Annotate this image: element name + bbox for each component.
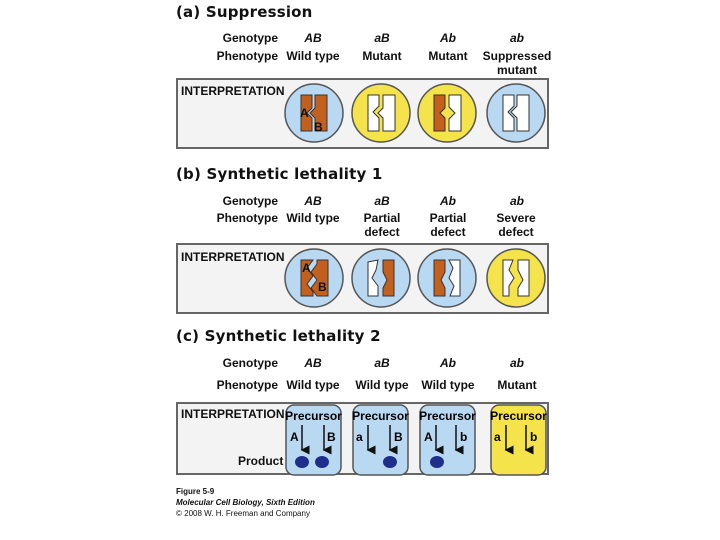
phenotype-label: Phenotype [216,378,278,392]
phenotype-value: Severe defect [496,211,536,239]
enzyme-letter: a [494,430,501,444]
interpretation-label: INTERPRETATION [181,407,285,421]
product-dot [383,456,397,468]
section-b-title: (b) Synthetic lethality 1 [176,165,383,183]
phenotype-label: Phenotype [216,211,278,225]
phenotype-value: Wild type [421,378,475,392]
section-c-title: (c) Synthetic lethality 2 [176,327,381,345]
copyright: © 2008 W. H. Freeman and Company [176,509,310,518]
phenotype-label: Phenotype [216,49,278,63]
interpretation-label: INTERPRETATION [181,250,285,264]
phenotype-value: Mutant [362,49,402,63]
product-label: Product [238,454,284,468]
genotype-value: AB [304,194,322,208]
phenotype-value: Wild type [286,211,340,225]
phenotype-value: Wild type [355,378,409,392]
product-dot [295,456,309,468]
precursor-label: Precursor [285,409,342,423]
enzyme-letter: b [460,430,468,444]
genotype-label: Genotype [222,31,278,45]
interpretation-label: INTERPRETATION [181,84,285,98]
phenotype-value: Suppressed mutant [482,49,552,77]
phenotype-value: Wild type [286,49,340,63]
enzyme-letter: B [327,430,336,444]
phenotype-value: Mutant [497,378,537,392]
phenotype-value: Mutant [428,49,468,63]
enzyme-letter: a [356,430,363,444]
pathway-cell-wild-type [352,405,409,475]
letter-b: B [318,280,327,294]
phenotype-value: Partial defect [363,211,401,239]
genotype-value: aB [374,194,390,208]
enzyme-letter: B [394,430,403,444]
phenotype-value: Partial defect [429,211,467,239]
precursor-label: Precursor [490,409,547,423]
genotype-value: ab [509,356,524,370]
pathway-cell-wild-type [285,405,342,475]
genotype-value: ab [509,194,524,208]
genotype-label: Genotype [222,194,278,208]
pathway-cell-wild-type [419,405,476,475]
genotype-value: ab [509,31,524,45]
enzyme-letter: A [290,430,299,444]
enzyme-letter: b [530,430,538,444]
figure-caption [176,486,315,519]
precursor-label: Precursor [419,409,476,423]
enzyme-letter: A [424,430,433,444]
book-title: Molecular Cell Biology, Sixth Edition [176,498,315,507]
genotype-value: Ab [440,31,456,45]
genotype-value: Ab [440,194,456,208]
figure-number: Figure 5-9 [176,487,215,496]
product-dot [315,456,329,468]
pathway-cell-mutant [490,405,547,475]
letter-b: B [314,120,323,134]
genotype-value: AB [304,31,322,45]
genotype-label: Genotype [222,356,278,370]
genotype-value: Ab [440,356,456,370]
phenotype-value: Wild type [286,378,340,392]
product-dot [430,456,444,468]
letter-a: A [300,106,309,120]
section-a-title: (a) Suppression [176,3,313,21]
letter-a: A [302,261,311,275]
precursor-label: Precursor [352,409,409,423]
genotype-value: aB [374,31,390,45]
genotype-value: AB [304,356,322,370]
genotype-value: aB [374,356,390,370]
